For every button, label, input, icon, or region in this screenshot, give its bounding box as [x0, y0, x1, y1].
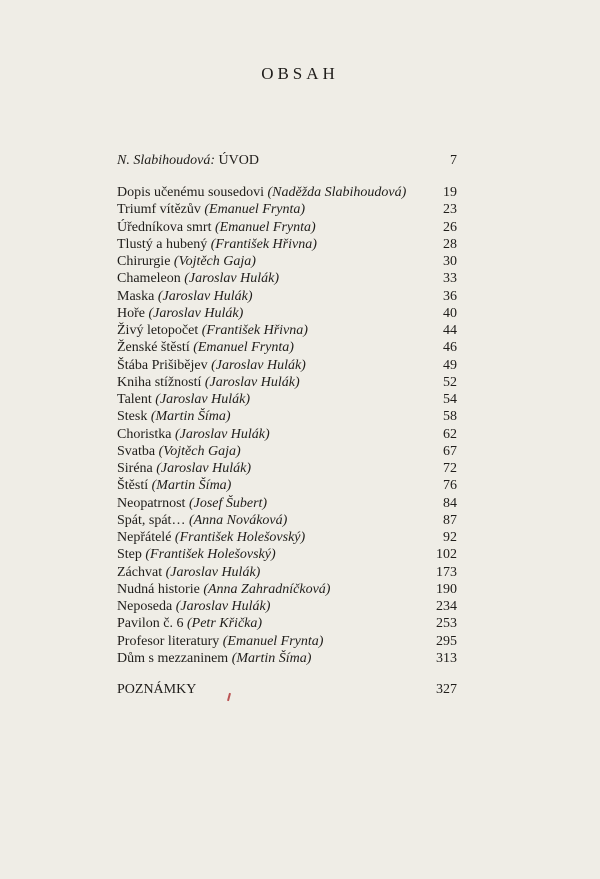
entry-page: 30	[443, 254, 457, 269]
entry-author: (Jaroslav Hulák)	[157, 288, 253, 304]
entry-page: 26	[443, 219, 457, 235]
entry-title: Choristka	[117, 426, 172, 442]
entry-title: Štába Prišibějev	[117, 357, 208, 373]
toc-entry	[117, 460, 457, 477]
toc-entry	[117, 529, 457, 546]
entry-title: Záchvat	[117, 564, 163, 580]
entry-title: Profesor literatury	[117, 633, 220, 649]
entry-title: Neopatrnost	[117, 495, 186, 511]
entry-title: Dopis učenému sousedovi	[117, 185, 264, 200]
entry-author: (Naděžda Slabihoudová)	[267, 185, 407, 200]
toc-entry	[117, 477, 457, 494]
entry-author: (Martin Šíma)	[150, 409, 231, 425]
entry-author: (Jaroslav Hulák)	[204, 374, 300, 390]
entry-author: (Emanuel Frynta)	[193, 340, 294, 356]
entry-author: (František Holešovský)	[174, 530, 306, 545]
entry-title: Ženské štěstí	[117, 340, 190, 356]
entry-page: 23	[443, 202, 457, 218]
entry-page: 72	[443, 461, 457, 476]
toc-entry	[117, 339, 457, 356]
entry-title: Siréna	[117, 461, 153, 476]
notes-title: POZNÁMKY	[117, 682, 197, 697]
toc-entry	[117, 495, 457, 512]
toc-entry	[117, 650, 457, 667]
entry-page: 253	[436, 616, 457, 632]
intro-title: ÚVOD	[218, 153, 259, 168]
toc-entry	[117, 546, 457, 563]
entry-title: Štěstí	[117, 478, 149, 494]
entry-title: Živý letopočet	[117, 323, 199, 338]
entry-author: (Martin Šíma)	[151, 478, 232, 494]
entry-author: (Jaroslav Hulák)	[148, 305, 244, 321]
toc-entry	[117, 408, 457, 425]
toc-entry	[117, 598, 457, 615]
entry-author: (Petr Křička)	[187, 616, 263, 632]
entry-page: 190	[436, 581, 457, 597]
page-title: OBSAH	[261, 64, 339, 83]
toc-entry	[117, 270, 457, 287]
entry-page: 102	[436, 547, 457, 563]
entry-page: 62	[443, 426, 457, 442]
toc-entry	[117, 564, 457, 581]
toc-entry	[117, 253, 457, 270]
entry-page: 49	[443, 357, 457, 373]
entry-author: (Anna Nováková)	[188, 512, 288, 528]
entry-author: (Jaroslav Hulák)	[174, 426, 270, 442]
entry-author: (Jaroslav Hulák)	[165, 564, 261, 580]
entry-title: Tlustý a hubený	[117, 236, 208, 252]
entry-author: (Jaroslav Hulák)	[156, 461, 251, 476]
toc-entry	[117, 426, 457, 443]
entry-title: Kniha stížností	[117, 374, 202, 390]
entry-page: 33	[443, 271, 457, 287]
entry-title: Pavilon č. 6	[117, 616, 184, 632]
intro-author: N. Slabihoudová:	[117, 153, 215, 168]
entry-page: 234	[436, 599, 457, 614]
entry-title: Úředníkova smrt	[117, 219, 212, 235]
entry-title: Step	[117, 547, 142, 563]
entry-author: (Vojtěch Gaja)	[173, 254, 256, 269]
entry-page: 54	[443, 392, 457, 407]
entry-title: Hoře	[117, 305, 145, 321]
toc-entry	[117, 305, 457, 322]
toc-entry	[117, 184, 457, 201]
entry-page: 92	[443, 530, 457, 545]
entry-author: (František Hřivna)	[210, 236, 317, 252]
entry-page: 173	[436, 564, 457, 580]
entry-title: Stesk	[117, 409, 148, 425]
toc-entry	[117, 236, 457, 253]
entry-page: 19	[443, 185, 457, 200]
entry-author: (Anna Zahradníčková)	[203, 581, 331, 597]
toc-entry	[117, 512, 457, 529]
entry-author: (Martin Šíma)	[231, 650, 312, 666]
toc-entry	[117, 581, 457, 598]
toc-list	[0, 184, 600, 667]
intro-page: 7	[450, 153, 457, 168]
entry-page: 40	[443, 305, 457, 321]
entry-page: 76	[443, 478, 457, 494]
entry-author: (Jaroslav Hulák)	[175, 599, 271, 614]
entry-title: Chameleon	[117, 271, 181, 287]
entry-page: 67	[443, 443, 457, 459]
entry-page: 36	[443, 288, 457, 304]
entry-page: 44	[443, 323, 457, 338]
toc-entry	[117, 322, 457, 339]
toc-intro	[117, 152, 457, 169]
entry-title: Maska	[117, 288, 155, 304]
toc-entry	[117, 391, 457, 408]
toc-entry	[117, 219, 457, 236]
entry-page: 313	[436, 650, 457, 666]
toc-entry	[117, 633, 457, 650]
entry-author: (Emanuel Frynta)	[214, 219, 316, 235]
entry-author: (František Hřivna)	[201, 323, 308, 338]
toc-entry	[117, 374, 457, 391]
entry-page: 52	[443, 374, 457, 390]
entry-author: (Josef Šubert)	[188, 495, 268, 511]
entry-title: Talent	[117, 392, 152, 407]
entry-title: Nepřátelé	[117, 530, 172, 545]
entry-title: Dům s mezzaninem	[117, 650, 229, 666]
entry-title: Svatba	[117, 443, 156, 459]
entry-title: Chirurgie	[117, 254, 171, 269]
entry-page: 87	[443, 512, 457, 528]
toc-entry	[117, 201, 457, 218]
toc-entry	[117, 357, 457, 374]
entry-page: 58	[443, 409, 457, 425]
entry-author: (Jaroslav Hulák)	[155, 392, 251, 407]
entry-author: (Jaroslav Hulák)	[211, 357, 306, 373]
entry-page: 28	[443, 236, 457, 252]
notes-page: 327	[436, 682, 457, 697]
toc-entry	[117, 443, 457, 460]
toc-entry	[117, 288, 457, 305]
entry-author: (Emanuel Frynta)	[222, 633, 324, 649]
entry-title: Neposeda	[117, 599, 173, 614]
entry-author: (Vojtěch Gaja)	[158, 443, 241, 459]
entry-author: (František Holešovský)	[145, 547, 276, 563]
entry-title: Spát, spát…	[117, 512, 186, 528]
entry-author: (Jaroslav Hulák)	[184, 271, 279, 287]
entry-page: 295	[436, 633, 457, 649]
entry-page: 84	[443, 495, 457, 511]
entry-title: Nudná historie	[117, 581, 200, 597]
entry-title: Triumf vítězův	[117, 202, 201, 218]
entry-page: 46	[443, 340, 457, 356]
toc-entry	[117, 615, 457, 632]
toc-notes	[117, 681, 457, 698]
entry-author: (Emanuel Frynta)	[204, 202, 306, 218]
